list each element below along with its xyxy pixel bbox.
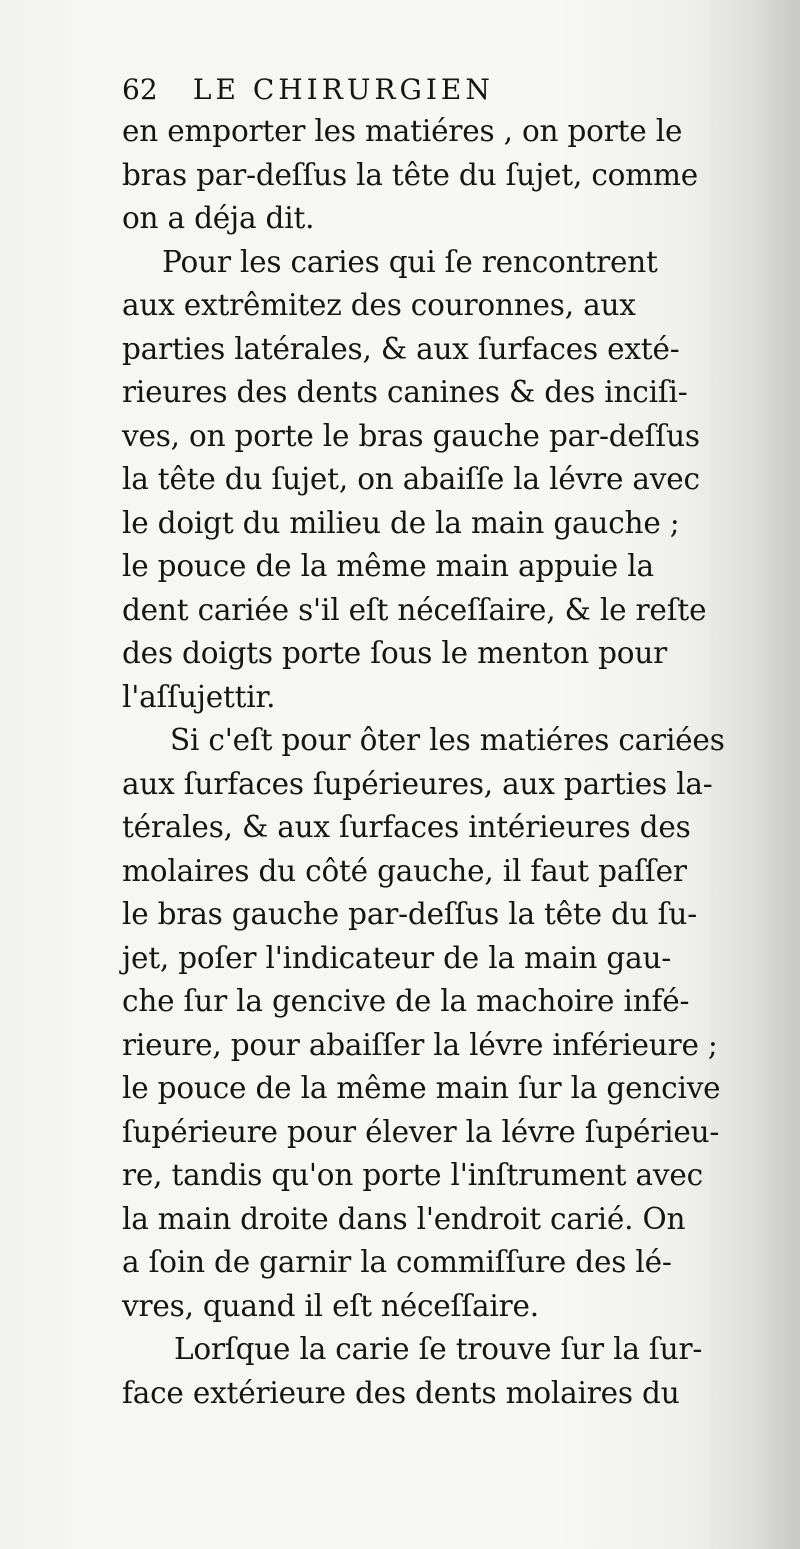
text-line: le doigt du milieu de la main gauche ; [122,505,680,540]
text-line: parties latérales, & aux ſurfaces exté- [122,331,680,366]
text-line: aux extrêmitez des couronnes, aux [122,288,636,322]
page-number: 62 [122,73,158,106]
text-line: a ſoin de garnir la commiſſure des lé- [122,1245,672,1279]
text-line: che ſur la gencive de la machoire infé- [122,984,690,1018]
text-line: rieure, pour abaiſſer la lévre inférieure ; [122,1027,718,1062]
text-line: rieures des dents canines & des inciſi- [122,375,688,409]
text-line: on a déja dit. [122,201,315,235]
text-line: ves, on porte le bras gauche par-deſſus [122,418,700,453]
text-line: le pouce de la même main appuie la [122,549,654,583]
text-line: en emporter les matiéres , on porte le [122,114,683,148]
text-line: des doigts porte ſous le menton pour [122,636,668,670]
paragraph-start-line: Si c'eſt pour ôter les matiéres cariées [170,723,725,757]
running-head [122,70,682,110]
text-line: vres, quand il eſt néceſſaire. [122,1288,539,1323]
text-line: aux ſurfaces ſupérieures, aux parties la- [122,766,713,801]
text-line: jet, poſer l'indicateur de la main gau- [122,940,672,975]
text-line: ſupérieure pour élever la lévre ſupérieu- [122,1114,720,1149]
running-title: LE CHIRURGIEN [192,73,494,106]
text-line: le pouce de la même main ſur la gencive [122,1071,721,1105]
text-line: la main droite dans l'endroit carié. On [122,1201,686,1236]
paragraph-start-line: Pour les caries qui ſe rencontrent [162,244,658,279]
text-line: face extérieure des dents molaires du [122,1375,680,1410]
text-line: molaires du côté gauche, il faut paſſer [122,853,687,888]
text-line: térales, & aux ſurfaces intérieures des [122,810,691,844]
page-edge-shadow [748,0,800,1549]
text-line: le bras gauche par-deſſus la tête du ſu- [122,897,697,931]
body-text [122,110,730,1415]
text-line: re, tandis qu'on porte l'inſtrument avec [122,1158,703,1192]
text-line: bras par-deſſus la tête du ſujet, comme [122,157,699,192]
text-line: dent cariée s'il eſt néceſſaire, & le reſte [122,592,707,627]
paragraph-start-line: Lorſque la carie ſe trouve ſur la ſur- [174,1332,703,1366]
text-line: la tête du ſujet, on abaiſſe la lévre avec [122,462,700,496]
text-line: l'aſſujettir. [122,679,276,714]
